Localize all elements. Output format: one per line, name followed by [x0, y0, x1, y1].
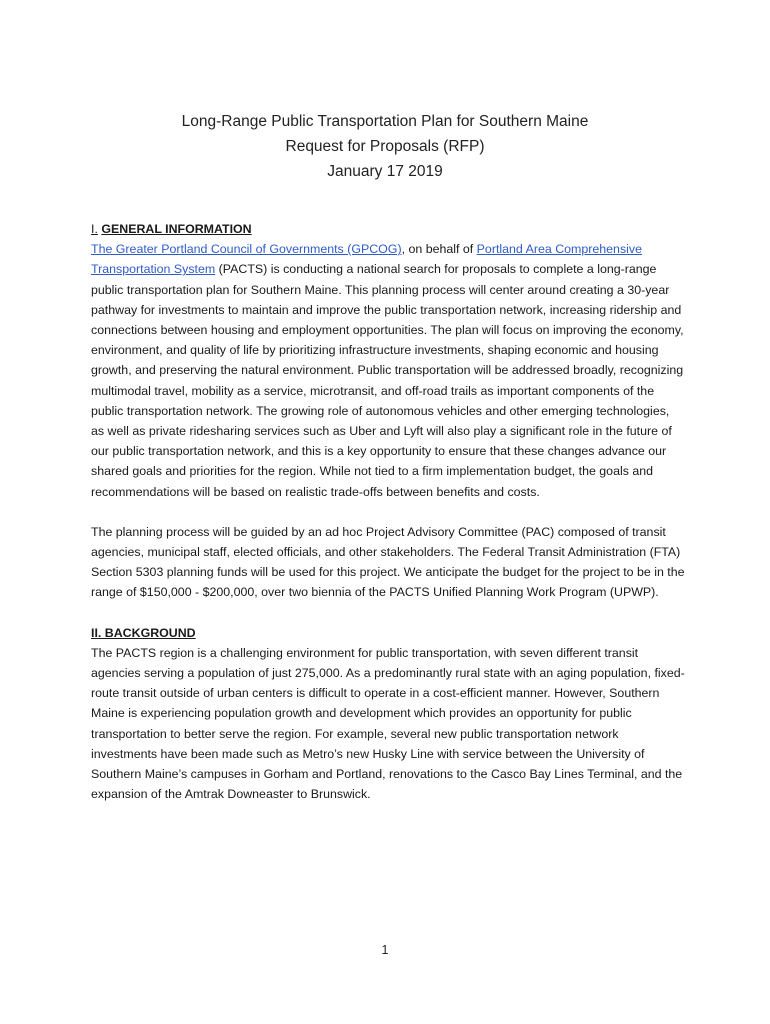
- document-date: January 17 2019: [327, 163, 443, 180]
- section-number: I.: [91, 222, 98, 236]
- general-information-paragraph: [91, 239, 685, 502]
- gpcog-link[interactable]: The Greater Portland Council of Governments (GPCOG): [91, 242, 402, 257]
- document-subtitle: Request for Proposals (RFP): [285, 138, 485, 155]
- page-number: 1: [381, 943, 389, 957]
- section-heading-general-information: [91, 219, 685, 239]
- document-title-block: [0, 109, 770, 184]
- section-heading-background: [91, 623, 685, 643]
- section-heading-text: GENERAL INFORMATION: [101, 222, 252, 236]
- planning-process-paragraph: The planning process will be guided by an ad hoc Project Advisory Committee (PAC) composed of transit agencies, municipal staff, elected officials, and other stakeholders. The Federal Transit Administration (FTA) Section 5303 planning funds will be used for this project. We anticipate the budget for the project to be in the range of $150,000 - $200,000, over two biennia of the PACTS Unified Planning Work Program (UPWP).: [91, 524, 685, 600]
- document-body: [91, 219, 685, 824]
- paragraph-text: , on behalf of: [401, 242, 477, 257]
- section-heading-text: II. BACKGROUND: [91, 625, 196, 640]
- paragraph-text: (PACTS) is conducting a national search for proposals to complete a long-range public transportation plan for Southern Maine. This planning process will center around creating a 30-year pathway for investments to maintain and improve the public transportation network, increasing ridership and connections between housing and employment opportunities. The plan will focus on improving the economy, environment, and quality of life by prioritizing infrastructure investments, shaping economic and housing growth, and preserving the natural environment. Public transportation will be addressed broadly, recognizing multimodal travel, mobility as a service, microtransit, and off-road trails as important components of the public transportation network. The growing role of autonomous vehicles and other emerging technologies, as well as private ridesharing services such as Uber and Lyft will also play a significant role in the future of our public transportation network, and this is a key opportunity to ensure that these changes advance our shared goals and priorities for the region. While not tied to a firm implementation budget, the goals and recommendations will be based on realistic trade-offs between benefits and costs.: [91, 262, 684, 499]
- background-paragraph: The PACTS region is a challenging environment for public transportation, with seven different transit agencies serving a population of just 275,000. As a predominantly rural state with an aging population, fixed-route transit outside of urban centers is difficult to operate in a cost-efficient manner. However, Southern Maine is experiencing population growth and development which provides an opportunity for public transportation to better serve the region. For example, several new public transportation network investments have been made such as Metro’s new Husky Line with service between the University of Southern Maine’s campuses in Gorham and Portland, renovations to the Casco Bay Lines Terminal, and the expansion of the Amtrak Downeaster to Brunswick.: [91, 645, 685, 802]
- pacts-link[interactable]: Portland Area Comprehensive Transportation System: [91, 242, 642, 277]
- document-title: Long-Range Public Transportation Plan for Southern Maine: [181, 113, 589, 130]
